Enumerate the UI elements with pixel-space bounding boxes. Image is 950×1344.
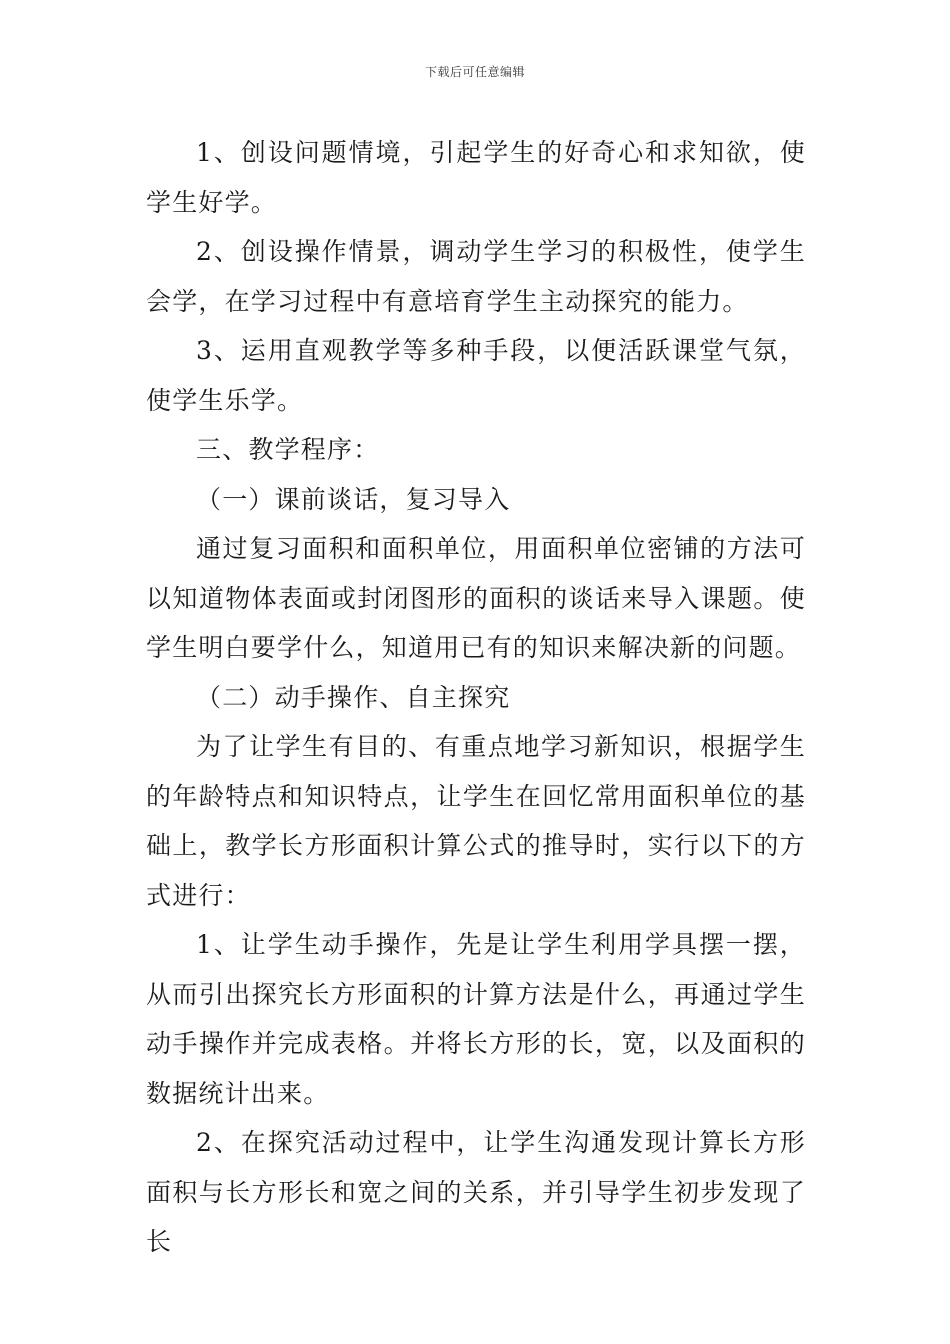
paragraph-goal-3: 3、运用直观教学等多种手段，以便活跃课堂气氛，使学生乐学。 — [146, 336, 806, 415]
paragraph-goal-2: 2、创设操作情景，调动学生学习的积极性，使学生会学，在学习过程中有意培育学生主动探究的能力。 — [146, 237, 806, 316]
subheading-review-intro: （一）课前谈话，复习导入 — [196, 484, 511, 514]
document-body — [146, 128, 806, 1267]
paragraph-review-intro: 通过复习面积和面积单位，用面积单位密铺的方法可以知道物体表面或封闭图形的面积的谈话来导入课题。使学生明白要学什么，知道用已有的知识来解决新的问题。 — [146, 534, 806, 662]
section-heading-teaching-procedure: 三、教学程序： — [196, 435, 380, 464]
paragraph-step-1: 1、让学生动手操作，先是让学生利用学具摆一摆，从而引出探究长方形面积的计算方法是什么，再通过学生动手操作并完成表格。并将长方形的长，宽，以及面积的数据统计出来。 — [146, 930, 806, 1108]
subheading-hands-on-exploration: （二）动手操作、自主探究 — [196, 682, 511, 712]
page-header: 下载后可任意编辑 — [424, 65, 525, 79]
paragraph-step-2: 2、在探究活动过程中，让学生沟通发现计算长方形面积与长方形长和宽之间的关系，并引导学生初步发现了长 — [146, 1128, 806, 1256]
paragraph-goal-1: 1、创设问题情境，引起学生的好奇心和求知欲，使学生好学。 — [146, 138, 806, 217]
paragraph-exploration-intro: 为了让学生有目的、有重点地学习新知识，根据学生的年龄特点和知识特点，让学生在回忆常用面积单位的基础上，教学长方形面积计算公式的推导时，实行以下的方式进行： — [146, 732, 806, 910]
